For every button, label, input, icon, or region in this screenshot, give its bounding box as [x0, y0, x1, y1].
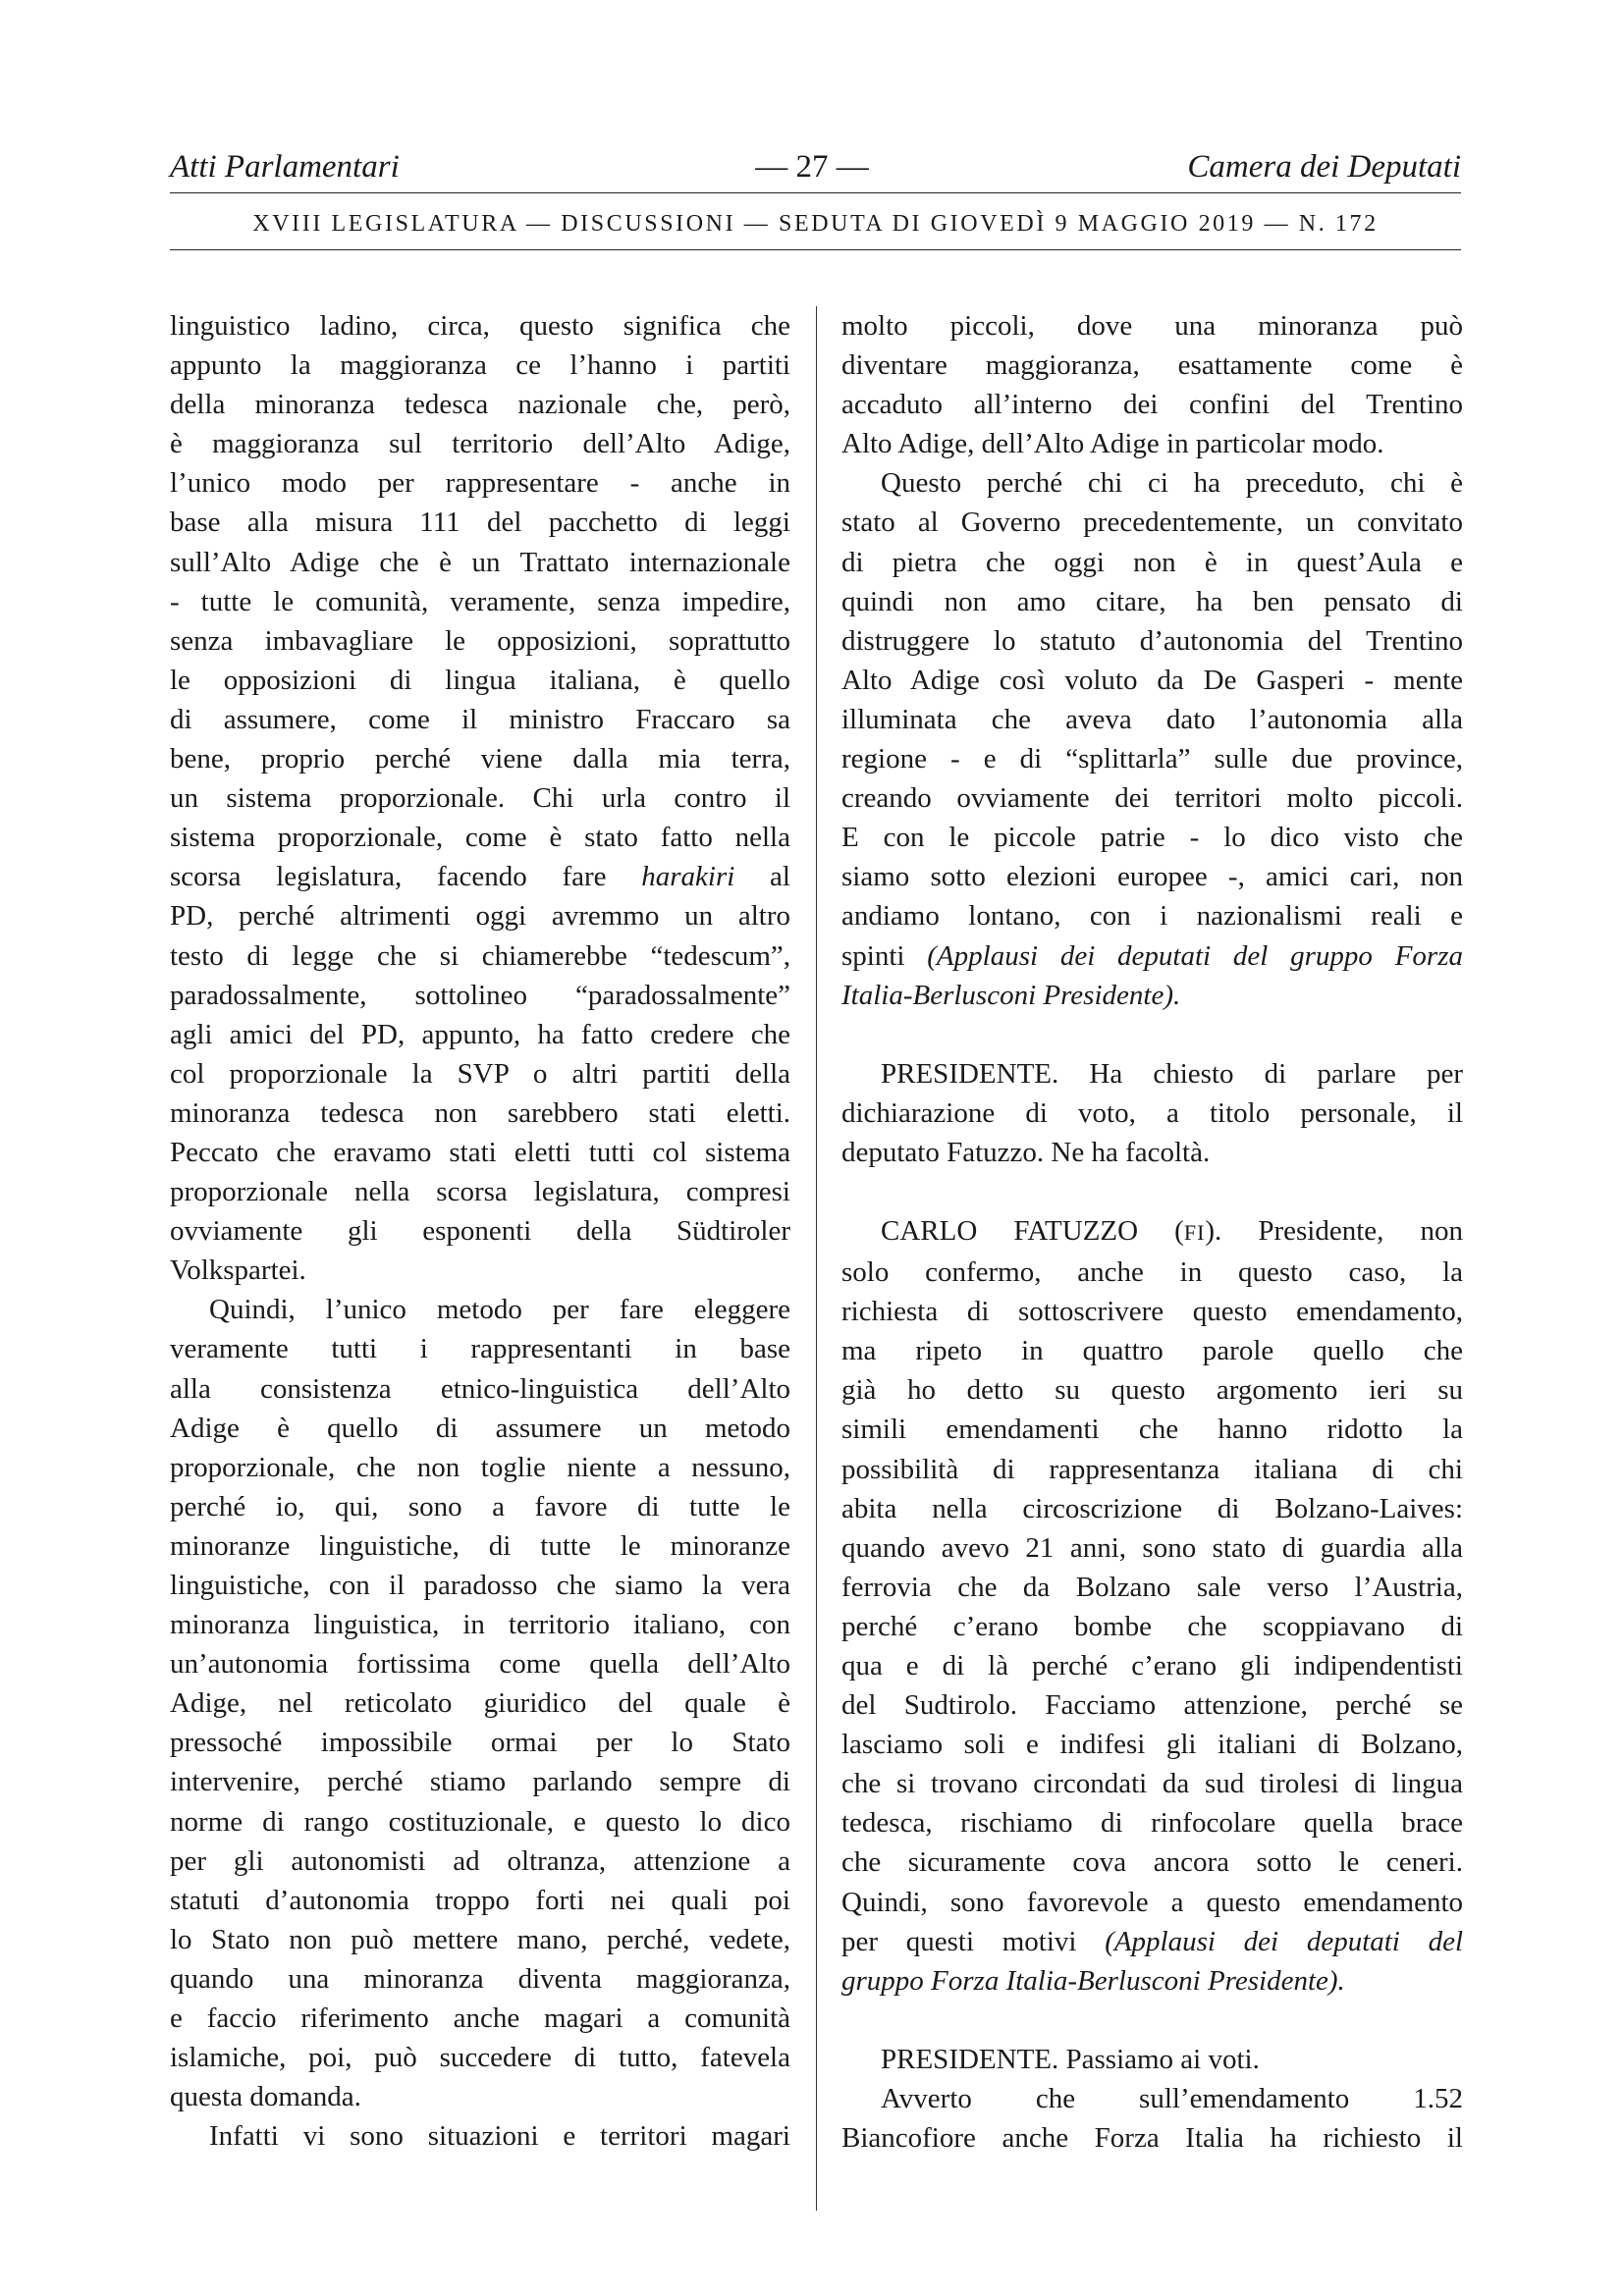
applause-note: (Applausi dei deputati del [1105, 1925, 1464, 1957]
text-line: PRESIDENTE. Ha chiesto di parlare per [881, 1057, 1463, 1090]
text-line: che si trovano circondati da sud tirolesi di lingua [841, 1768, 1463, 1800]
text-line: senza imbavagliare le opposizioni, soprattutto [170, 624, 790, 657]
text-line: Infatti vi sono situazioni e territori magari [209, 2120, 790, 2153]
text-line: l’unico modo per rappresentare - anche in [170, 467, 790, 500]
text-line: col proporzionale la SVP o altri partiti della [170, 1057, 790, 1090]
text-line: le opposizioni di lingua italiana, è quello [170, 664, 790, 696]
text-line: - tutte le comunità, veramente, senza impedire, [170, 585, 790, 617]
text-line: questa domanda. [170, 2081, 361, 2113]
text-line: quindi non amo citare, ha ben pensato di [841, 585, 1463, 617]
text-line: alla consistenza etnico-linguistica dell’Alto [170, 1372, 790, 1405]
applause-note: gruppo Forza Italia-Berlusconi Presidente). [841, 1964, 1345, 1997]
text-line: Alto Adige così voluto da De Gasperi - mente [841, 664, 1463, 696]
text-line: Volkspartei. [170, 1255, 306, 1287]
text-line: sistema proporzionale, come è stato fatto nella [170, 822, 790, 854]
text-line: un sistema proporzionale. Chi urla contro il [170, 782, 790, 815]
text-line: è maggioranza sul territorio dell’Alto Adige, [170, 428, 790, 460]
text-line: un’autonomia fortissima come quella dell’Alto [170, 1648, 790, 1681]
text-run: spinti [841, 939, 905, 972]
text-line: di pietra che oggi non è in quest’Aula e [841, 546, 1463, 578]
text-run: ). Presidente, non [1205, 1214, 1463, 1247]
text-line: PRESIDENTE. Passiamo ai voti. [881, 2043, 1260, 2075]
text-line: distruggere lo statuto d’autonomia del Trentino [841, 624, 1463, 657]
applause-note: (Applausi dei deputati del gruppo Forza [927, 939, 1463, 972]
text-line: sull’Alto Adige che è un Trattato internazionale [170, 546, 790, 578]
column-divider [816, 306, 817, 2211]
text-line: minoranze linguistiche, di tutte le minoranze [170, 1529, 790, 1562]
header-rule-bottom [170, 249, 1461, 250]
applause-note: Italia-Berlusconi Presidente). [841, 979, 1181, 1011]
text-line: Quindi, l’unico metodo per fare eleggere [209, 1294, 790, 1326]
text-line: creando ovviamente dei territori molto piccoli. [841, 782, 1463, 815]
page-number: — 27 — [755, 149, 869, 185]
party-abbreviation: FI [1183, 1219, 1206, 1245]
speaker-line [841, 1211, 1463, 1253]
text-line: accaduto all’interno dei confini del Trentino [841, 389, 1463, 421]
text-line-with-italic [841, 936, 1463, 976]
text-line: illuminata che aveva dato l’autonomia alla [841, 703, 1463, 735]
text-line: pressoché impossibile ormai per lo Stato [170, 1727, 790, 1759]
text-line: simili emendamenti che hanno ridotto la [841, 1414, 1463, 1446]
text-line: Alto Adige, dell’Alto Adige in particolar modo. [841, 428, 1384, 460]
text-line: del Sudtirolo. Facciamo attenzione, perché se [841, 1689, 1463, 1722]
text-line: ma ripeto in quattro parole quello che [841, 1335, 1463, 1367]
header-left: Atti Parlamentari [170, 149, 400, 185]
text-line: islamiche, poi, può succedere di tutto, fatevela [170, 2042, 790, 2074]
text-line: ovviamente gli esponenti della Südtiroler [170, 1215, 790, 1248]
text-line: che sicuramente cova ancora sotto le ceneri. [841, 1846, 1463, 1879]
paragraph-gap [841, 2001, 1463, 2040]
text-line: deputato Fatuzzo. Ne ha facoltà. [841, 1136, 1211, 1168]
text-line: intervenire, perché stiamo parlando sempre di [170, 1766, 790, 1798]
header-right: Camera dei Deputati [1187, 149, 1461, 185]
text-line: Adige è quello di assumere un metodo [170, 1412, 790, 1444]
text-line: richiesta di sottoscrivere questo emendamento, [841, 1296, 1463, 1328]
applause-note-line [841, 976, 1463, 1015]
text-line: dichiarazione di voto, a titolo personale, il [841, 1096, 1463, 1129]
text-line: abita nella circoscrizione di Bolzano-Laives: [841, 1492, 1463, 1524]
text-line: Peccato che eravamo stati eletti tutti col sistema [170, 1136, 790, 1168]
text-line: già ho detto su questo argomento ieri su [841, 1374, 1463, 1407]
italic-term: harakiri [641, 861, 735, 893]
text-line: proporzionale nella scorsa legislatura, compresi [170, 1176, 790, 1208]
left-column [170, 306, 790, 2156]
text-line: linguistiche, con il paradosso che siamo la vera [170, 1570, 790, 1601]
text-line: ferrovia che da Bolzano sale verso l’Austria, [841, 1571, 1463, 1603]
text-line: Adige, nel reticolato giuridico del quale è [170, 1687, 790, 1720]
text-line: qua e di là perché c’erano gli indipendentisti [841, 1650, 1463, 1682]
text-line: per gli autonomisti ad oltranza, attenzione a [170, 1844, 790, 1877]
text-line-with-italic: scorsa legislatura, facendo fare harakiri al [170, 861, 790, 893]
text-line-with-italic [841, 1922, 1463, 1961]
text-line: appunto la maggioranza ce l’hanno i partiti [170, 349, 790, 382]
header-rule-top [170, 192, 1461, 193]
text-line: possibilità di rappresentanza italiana di chi [841, 1453, 1463, 1485]
text-run: per questi motivi [841, 1925, 1077, 1957]
text-line: andiamo lontano, con i nazionalismi reali e [841, 900, 1463, 933]
right-column [841, 306, 1463, 2158]
text-line: paradossalmente, sottolineo “paradossalmente” [170, 979, 790, 1011]
text-line: solo confermo, anche in questo caso, la [841, 1256, 1463, 1289]
text-line: testo di legge che si chiamerebbe “tedescum”, [170, 939, 790, 972]
text-line: minoranza linguistica, in territorio italiano, con [170, 1609, 790, 1641]
text-line: Avverto che sull’emendamento 1.52 [881, 2082, 1463, 2114]
text-line: perché io, qui, sono a favore di tutte le [170, 1490, 790, 1522]
text-line: proporzionale, che non toglie niente a nessuno, [170, 1451, 790, 1483]
text-line: linguistico ladino, circa, questo significa che [170, 310, 790, 342]
text-line: di assumere, come il ministro Fraccaro sa [170, 703, 790, 735]
text-line: tedesca, rischiamo di rinfocolare quella brace [841, 1807, 1463, 1840]
text-line: PD, perché altrimenti oggi avremmo un altro [170, 900, 790, 933]
text-line: base alla misura 111 del pacchetto di leggi [170, 507, 790, 539]
applause-note-line [841, 1961, 1463, 2001]
text-line: regione - e di “splittarla” sulle due province, [841, 743, 1463, 775]
paragraph-gap [841, 1015, 1463, 1054]
text-line: e faccio riferimento anche magari a comunità [170, 2002, 790, 2035]
text-line: Quindi, sono favorevole a questo emendamento [841, 1886, 1463, 1918]
text-line: Biancofiore anche Forza Italia ha richiesto il [841, 2122, 1463, 2155]
text-line: statuti d’autonomia troppo forti nei quali poi [170, 1884, 790, 1916]
text-line: diventare maggioranza, esattamente come è [841, 349, 1463, 382]
text-line: molto piccoli, dove una minoranza può [841, 310, 1463, 342]
paragraph-gap [841, 1172, 1463, 1211]
text-line: veramente tutti i rappresentanti in base [170, 1333, 790, 1365]
text-line: lo Stato non può mettere mano, perché, vedete, [170, 1923, 790, 1955]
text-line: perché c’erano bombe che scoppiavano di [841, 1610, 1463, 1642]
text-line: stato al Governo precedentemente, un convitato [841, 507, 1463, 539]
text-line: lasciamo soli e indifesi gli italiani di Bolzano, [841, 1729, 1463, 1761]
text-line: Questo perché chi ci ha preceduto, chi è [881, 467, 1463, 500]
text-run: CARLO FATUZZO ( [881, 1214, 1184, 1247]
session-subheader: XVIII LEGISLATURA — DISCUSSIONI — SEDUTA DI GIOVEDÌ 9 MAGGIO 2019 — N. 172 [252, 211, 1379, 237]
text-line: minoranza tedesca non sarebbero stati eletti. [170, 1096, 790, 1129]
text-line: bene, proprio perché viene dalla mia terra, [170, 743, 790, 775]
text-line: agli amici del PD, appunto, ha fatto credere che [170, 1018, 790, 1050]
text-line: norme di rango costituzionale, e questo lo dico [170, 1805, 790, 1838]
text-line: della minoranza tedesca nazionale che, però, [170, 389, 790, 421]
text-line: siamo sotto elezioni europee -, amici cari, non [841, 861, 1463, 893]
text-line: quando una minoranza diventa maggioranza, [170, 1962, 790, 1995]
text-line: E con le piccole patrie - lo dico visto che [841, 822, 1463, 854]
text-line: quando avevo 21 anni, sono stato di guardia alla [841, 1531, 1463, 1564]
